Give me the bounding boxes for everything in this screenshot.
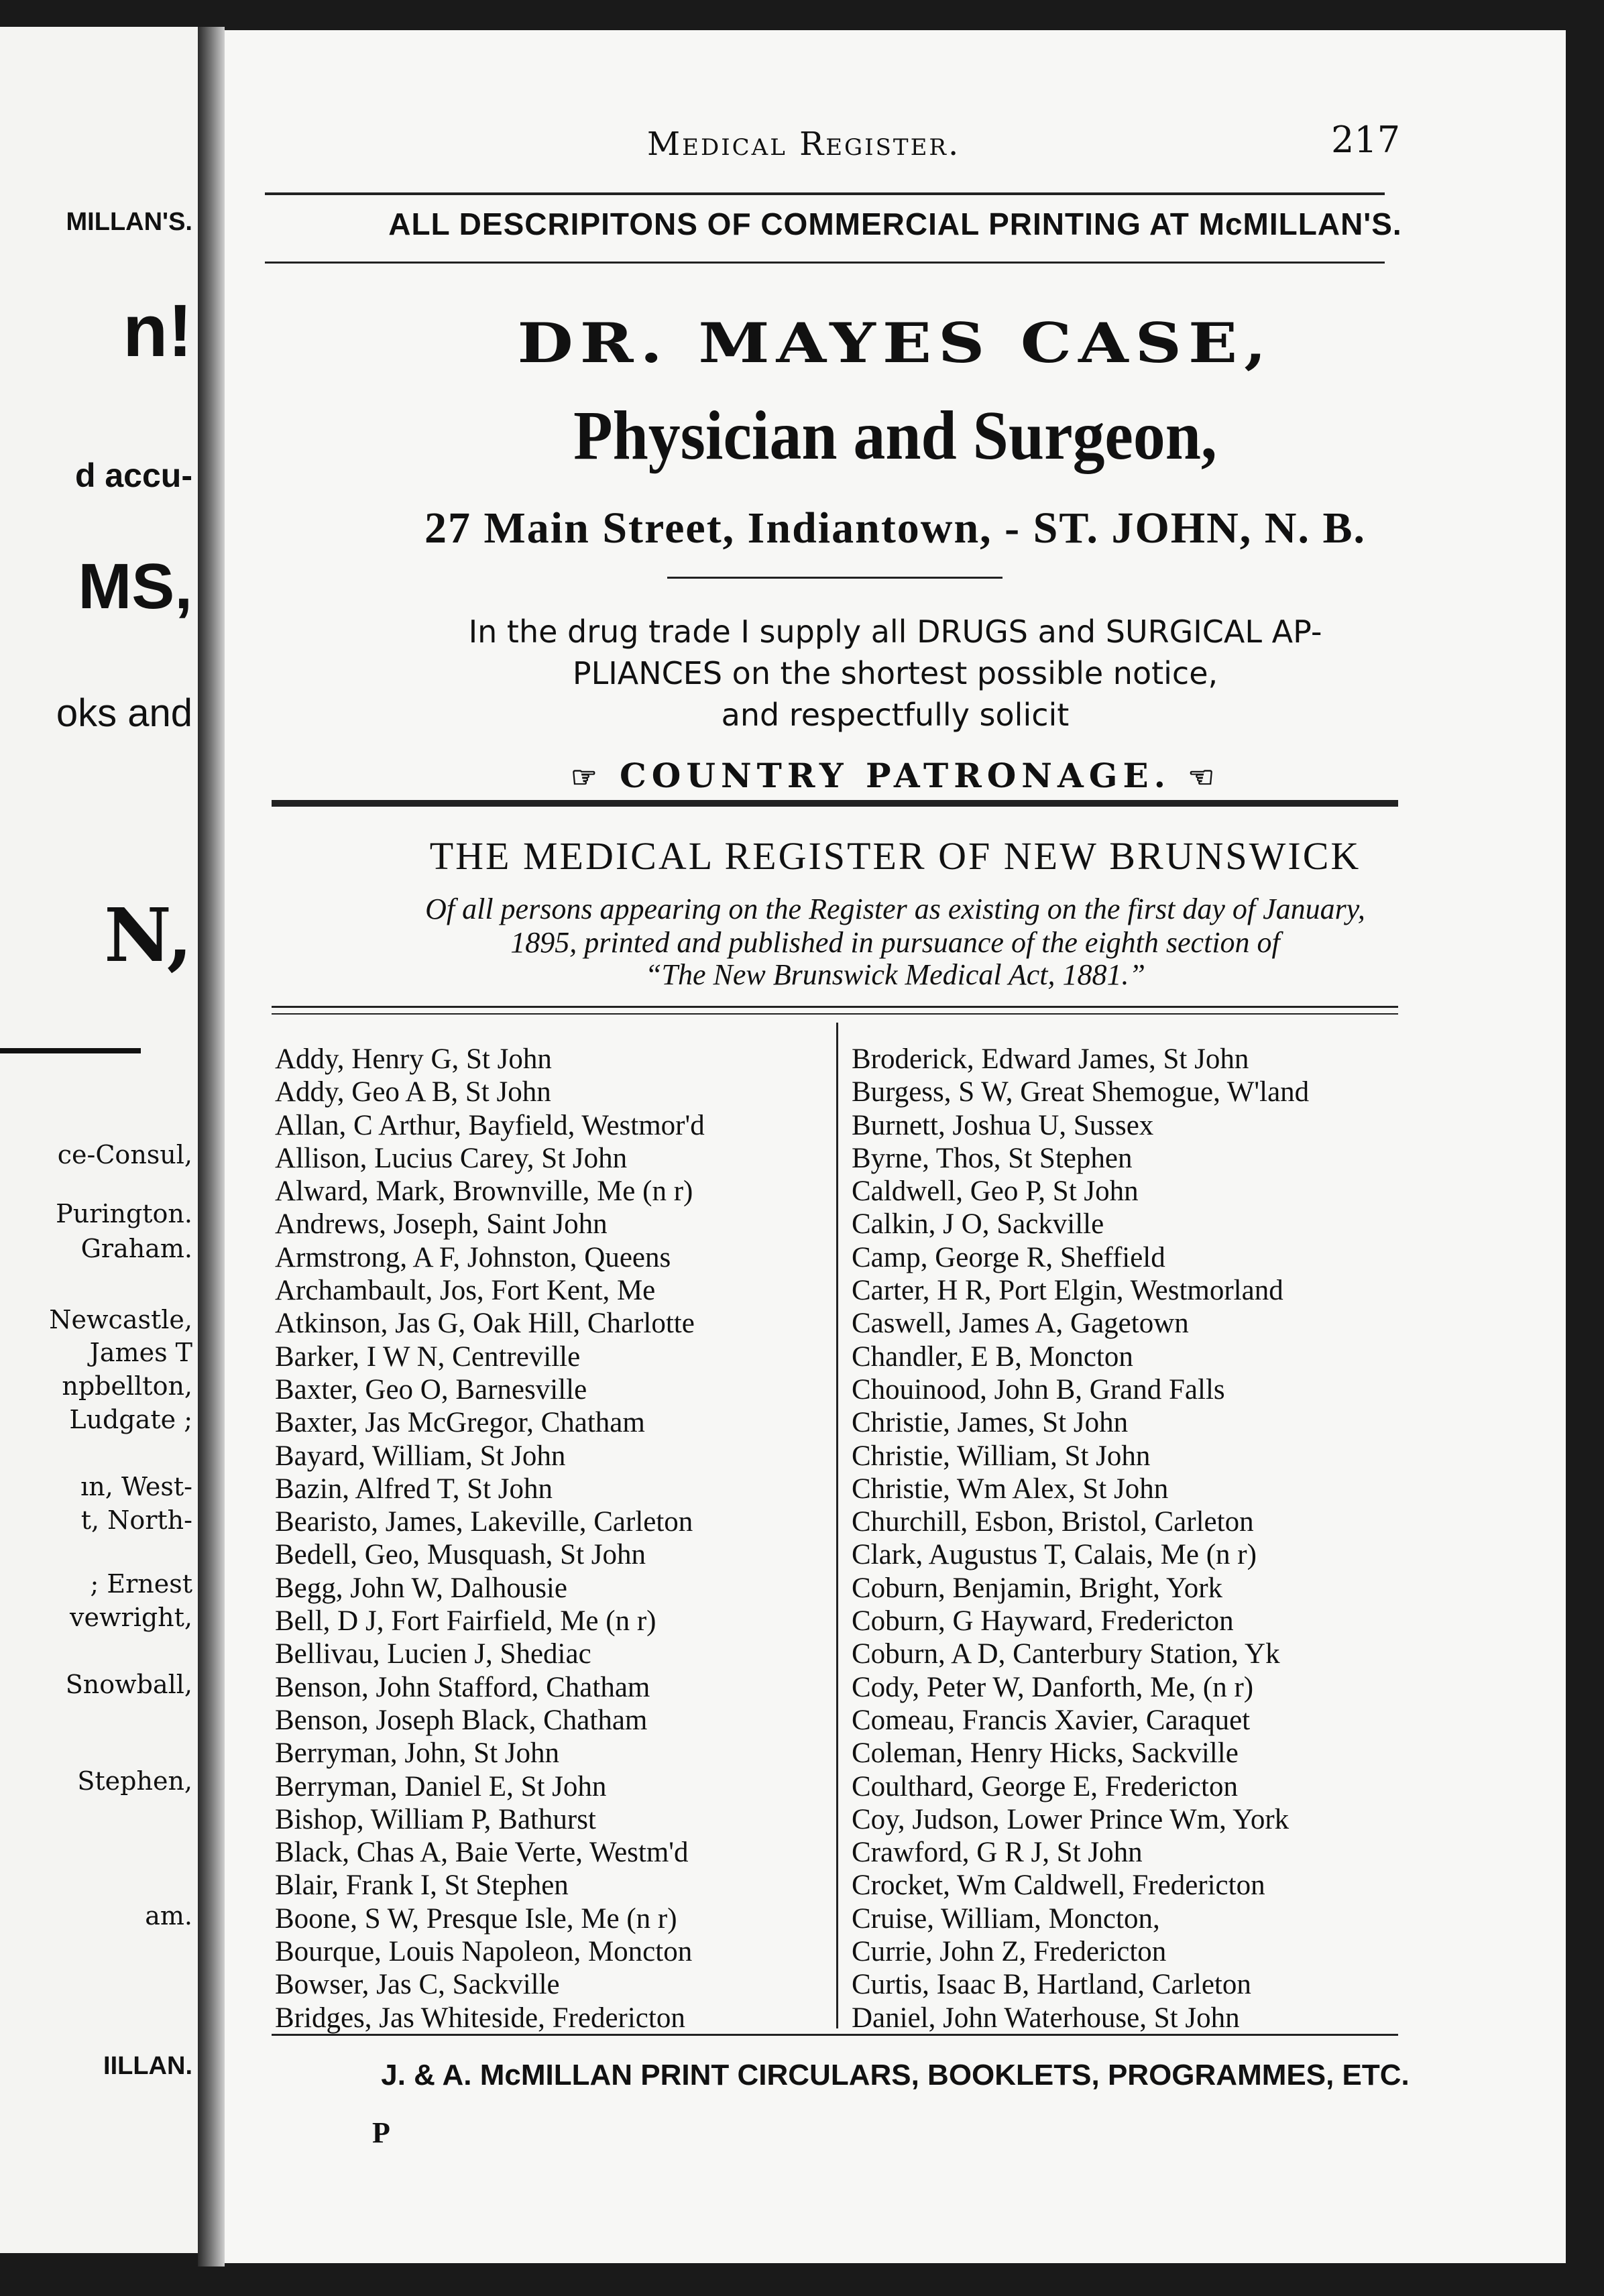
left-fragment: Snowball, <box>65 1670 192 1699</box>
register-entry: Bell, D J, Fort Fairfield, Me (n r) <box>275 1605 656 1638</box>
register-entry: Alward, Mark, Brownville, Me (n r) <box>275 1175 693 1208</box>
left-fragment: IILLAN. <box>103 2052 192 2080</box>
doctor-profession: Physician and Surgeon, <box>573 397 1217 474</box>
left-facing-page <box>0 27 198 2253</box>
pointing-hand-left-icon: ☜ <box>1188 760 1220 795</box>
register-entry: Coulthard, George E, Fredericton <box>852 1770 1238 1802</box>
register-entry: Blair, Frank I, St Stephen <box>275 1870 569 1902</box>
register-entry: Camp, George R, Sheffield <box>852 1241 1165 1273</box>
register-entry: Bedell, Geo, Musquash, St John <box>275 1539 646 1571</box>
register-entry: Chouinood, John B, Grand Falls <box>852 1373 1225 1405</box>
short-divider <box>667 577 1002 579</box>
register-entry: Coburn, A D, Canterbury Station, Yk <box>852 1638 1280 1670</box>
doctor-name: DR. MAYES CASE, <box>517 310 1273 376</box>
section-rule-thick <box>272 800 1398 807</box>
register-entry: Christie, William, St John <box>852 1440 1151 1472</box>
register-entry: Cody, Peter W, Danforth, Me, (n r) <box>852 1671 1254 1703</box>
pointing-hand-right-icon: ☞ <box>571 760 603 795</box>
register-entry: Benson, John Stafford, Chatham <box>275 1671 650 1703</box>
register-entry: Crocket, Wm Caldwell, Fredericton <box>852 1870 1265 1902</box>
register-entry: Berryman, Daniel E, St John <box>275 1770 607 1802</box>
register-entry: Cruise, William, Moncton, <box>852 1902 1160 1935</box>
register-entry: Black, Chas A, Baie Verte, Westm'd <box>275 1837 689 1869</box>
register-entry: Byrne, Thos, St Stephen <box>852 1142 1133 1174</box>
list-top-rule <box>272 1013 1398 1015</box>
printing-ad: ALL DESCRIPITONS OF COMMERCIAL PRINTING AT McMILLAN'S. <box>388 207 1402 241</box>
left-fragment: James T <box>89 1338 192 1367</box>
register-entry: Daniel, John Waterhouse, St John <box>852 2002 1240 2034</box>
left-fragment: oks and <box>56 691 192 735</box>
register-entry: Burgess, S W, Great Shemogue, W'land <box>852 1076 1310 1108</box>
register-entry: Bishop, William P, Bathurst <box>275 1803 596 1835</box>
register-entry: Baxter, Jas McGregor, Chatham <box>275 1407 645 1439</box>
ad-notice-line: In the drug trade I supply all DRUGS and SURGICAL AP- <box>468 614 1322 650</box>
footer-ad: J. & A. McMILLAN PRINT CIRCULARS, BOOKLETS, PROGRAMMES, ETC. <box>381 2059 1410 2091</box>
register-entry: Broderick, Edward James, St John <box>852 1043 1249 1075</box>
register-entry: Addy, Henry G, St John <box>275 1043 552 1075</box>
register-entry: Curtis, Isaac B, Hartland, Carleton <box>852 1969 1251 2001</box>
ad-notice-line: PLIANCES on the shortest possible notice, <box>572 655 1218 691</box>
left-fragment: Graham. <box>80 1234 192 1263</box>
register-entry: Boone, S W, Presque Isle, Me (n r) <box>275 1902 677 1935</box>
register-entry: Barker, I W N, Centreville <box>275 1340 581 1373</box>
doctor-address: 27 Main Street, Indiantown, - ST. JOHN, N. B. <box>424 504 1366 553</box>
register-entry: Allan, C Arthur, Bayfield, Westmor'd <box>275 1109 705 1141</box>
left-fragment: MILLAN'S. <box>66 208 192 236</box>
register-subtitle: 1895, printed and published in pursuance of the eighth section of <box>510 926 1280 959</box>
left-fragment: Stephen, <box>77 1766 192 1796</box>
register-entry: Coburn, G Hayward, Fredericton <box>852 1605 1234 1638</box>
register-entry: Carter, H R, Port Elgin, Westmorland <box>852 1275 1283 1307</box>
register-entry: Armstrong, A F, Johnston, Queens <box>275 1241 671 1273</box>
left-fragment: MS, <box>78 551 192 622</box>
register-entry: Baxter, Geo O, Barnesville <box>275 1373 587 1405</box>
register-entry: Clark, Augustus T, Calais, Me (n r) <box>852 1539 1257 1571</box>
register-entry: Bridges, Jas Whiteside, Fredericton <box>275 2002 685 2034</box>
register-subtitle: “The New Brunswick Medical Act, 1881.” <box>645 958 1145 991</box>
left-fragment: vewright, <box>70 1603 192 1632</box>
left-fragment: N, <box>104 892 192 978</box>
register-entry: Currie, John Z, Fredericton <box>852 1936 1167 1968</box>
left-fragment: t, North- <box>80 1505 192 1535</box>
register-entry: Burnett, Joshua U, Sussex <box>852 1109 1154 1141</box>
running-title: Medical Register. <box>647 125 961 163</box>
left-rule <box>0 1048 141 1053</box>
main-page <box>225 30 1566 2263</box>
signature-mark: P <box>372 2116 390 2149</box>
register-left-column <box>275 1043 705 2034</box>
register-entry: Begg, John W, Dalhousie <box>275 1572 567 1604</box>
register-entry: Christie, James, St John <box>852 1407 1129 1439</box>
register-entry: Bowser, Jas C, Sackville <box>275 1969 560 2001</box>
header-rule <box>265 192 1385 195</box>
column-divider <box>836 1023 838 2028</box>
register-entry: Coburn, Benjamin, Bright, York <box>852 1572 1223 1604</box>
register-entry: Churchill, Esbon, Bristol, Carleton <box>852 1506 1254 1538</box>
patronage-text: COUNTRY PATRONAGE. <box>619 756 1171 795</box>
book-gutter <box>198 27 225 2266</box>
register-right-column <box>852 1043 1309 2034</box>
left-fragment: ; Ernest <box>90 1569 192 1599</box>
left-fragment: Newcastle, <box>49 1305 192 1334</box>
left-fragment: Ludgate ; <box>69 1405 192 1434</box>
left-fragment: Purington. <box>56 1199 192 1228</box>
page-number: 217 <box>1331 119 1401 161</box>
register-entry: Crawford, G R J, St John <box>852 1837 1143 1869</box>
register-entry: Bellivau, Lucien J, Shediac <box>275 1638 591 1670</box>
register-entry: Berryman, John, St John <box>275 1737 560 1770</box>
register-entry: Bayard, William, St John <box>275 1440 566 1472</box>
register-title: THE MEDICAL REGISTER OF NEW BRUNSWICK <box>429 834 1361 878</box>
register-entry: Bazin, Alfred T, St John <box>275 1473 553 1505</box>
register-entry: Archambault, Jos, Fort Kent, Me <box>275 1275 656 1307</box>
left-fragment: am. <box>145 1901 192 1931</box>
register-entry: Caldwell, Geo P, St John <box>852 1175 1139 1208</box>
register-entry: Caswell, James A, Gagetown <box>852 1308 1189 1340</box>
list-top-rule <box>272 1006 1398 1008</box>
patronage-line <box>225 756 1566 795</box>
register-entry: Bearisto, James, Lakeville, Carleton <box>275 1506 693 1538</box>
register-entry: Benson, Joseph Black, Chatham <box>275 1704 648 1736</box>
register-entry: Bourque, Louis Napoleon, Moncton <box>275 1936 693 1968</box>
register-entry: Coleman, Henry Hicks, Sackville <box>852 1737 1239 1770</box>
left-fragment: npbellton, <box>62 1371 192 1401</box>
register-entry: Addy, Geo A B, St John <box>275 1076 551 1108</box>
register-entry: Atkinson, Jas G, Oak Hill, Charlotte <box>275 1308 695 1340</box>
ad-rule <box>265 262 1385 264</box>
register-entry: Andrews, Joseph, Saint John <box>275 1208 608 1241</box>
list-bottom-rule <box>272 2034 1398 2036</box>
register-entry: Coy, Judson, Lower Prince Wm, York <box>852 1803 1290 1835</box>
left-fragment: d accu- <box>74 457 192 494</box>
left-fragment: ce-Consul, <box>57 1140 192 1169</box>
register-entry: Christie, Wm Alex, St John <box>852 1473 1169 1505</box>
left-fragment: n! <box>123 290 192 372</box>
ad-notice-line: and respectfully solicit <box>721 697 1070 733</box>
left-fragment: ın, West- <box>80 1472 192 1501</box>
register-entry: Comeau, Francis Xavier, Caraquet <box>852 1704 1251 1736</box>
register-entry: Calkin, J O, Sackville <box>852 1208 1104 1241</box>
register-entry: Allison, Lucius Carey, St John <box>275 1142 628 1174</box>
register-entry: Chandler, E B, Moncton <box>852 1340 1133 1373</box>
register-subtitle: Of all persons appearing on the Register as existing on the first day of January, <box>425 893 1365 925</box>
